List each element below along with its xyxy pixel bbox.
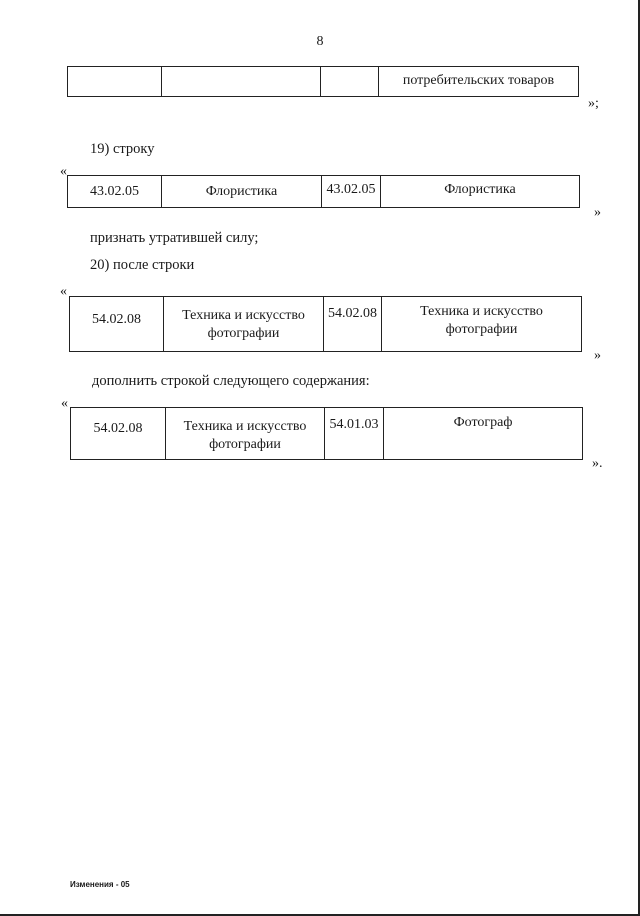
table-cell-code: 54.02.08 [71, 408, 166, 460]
closing-quote: » [594, 205, 601, 220]
item-20-label: 20) после строки [90, 257, 195, 273]
table-cell-code: 43.02.05 [322, 176, 381, 208]
item-19-action: признать утратившей силу; [90, 230, 259, 246]
footer-label: Изменения - 05 [70, 880, 130, 889]
table-cell-code: 54.02.08 [324, 297, 382, 352]
opening-quote: « [60, 284, 67, 299]
table-cell-name: Флористика [381, 176, 580, 208]
table-row [68, 67, 579, 97]
table-cell-code: 54.01.03 [325, 408, 384, 460]
item-19-label: 19) строку [90, 141, 155, 157]
table-cell-name: Техника и искусство фотографии [382, 297, 582, 352]
page-number: 8 [316, 34, 324, 49]
closing-quote: » [594, 348, 601, 363]
table-cell-name: Техника и искусство фотографии [166, 408, 325, 460]
table-continuation [67, 66, 579, 97]
closing-quote: ». [592, 456, 603, 471]
opening-quote: « [60, 164, 67, 179]
table-row [71, 408, 583, 460]
table-floristics [67, 175, 580, 208]
table-photography-existing [69, 296, 582, 352]
table-cell-code: 43.02.05 [68, 176, 162, 208]
table-photography-new [70, 407, 583, 460]
table-cell-name: Флористика [162, 176, 322, 208]
table-row [70, 297, 582, 352]
table-cell-name: Фотограф [384, 408, 583, 460]
table-cell-code [68, 67, 162, 97]
table-cell-name: потребительских товаров [379, 67, 579, 97]
table-cell-name [162, 67, 321, 97]
table-cell-code: 54.02.08 [70, 297, 164, 352]
table-row [68, 176, 580, 208]
table-cell-code [321, 67, 379, 97]
opening-quote: « [61, 396, 68, 411]
item-20-action: дополнить строкой следующего содержания: [92, 373, 370, 389]
table-cell-name: Техника и искусство фотографии [164, 297, 324, 352]
closing-quote: »; [588, 96, 599, 111]
